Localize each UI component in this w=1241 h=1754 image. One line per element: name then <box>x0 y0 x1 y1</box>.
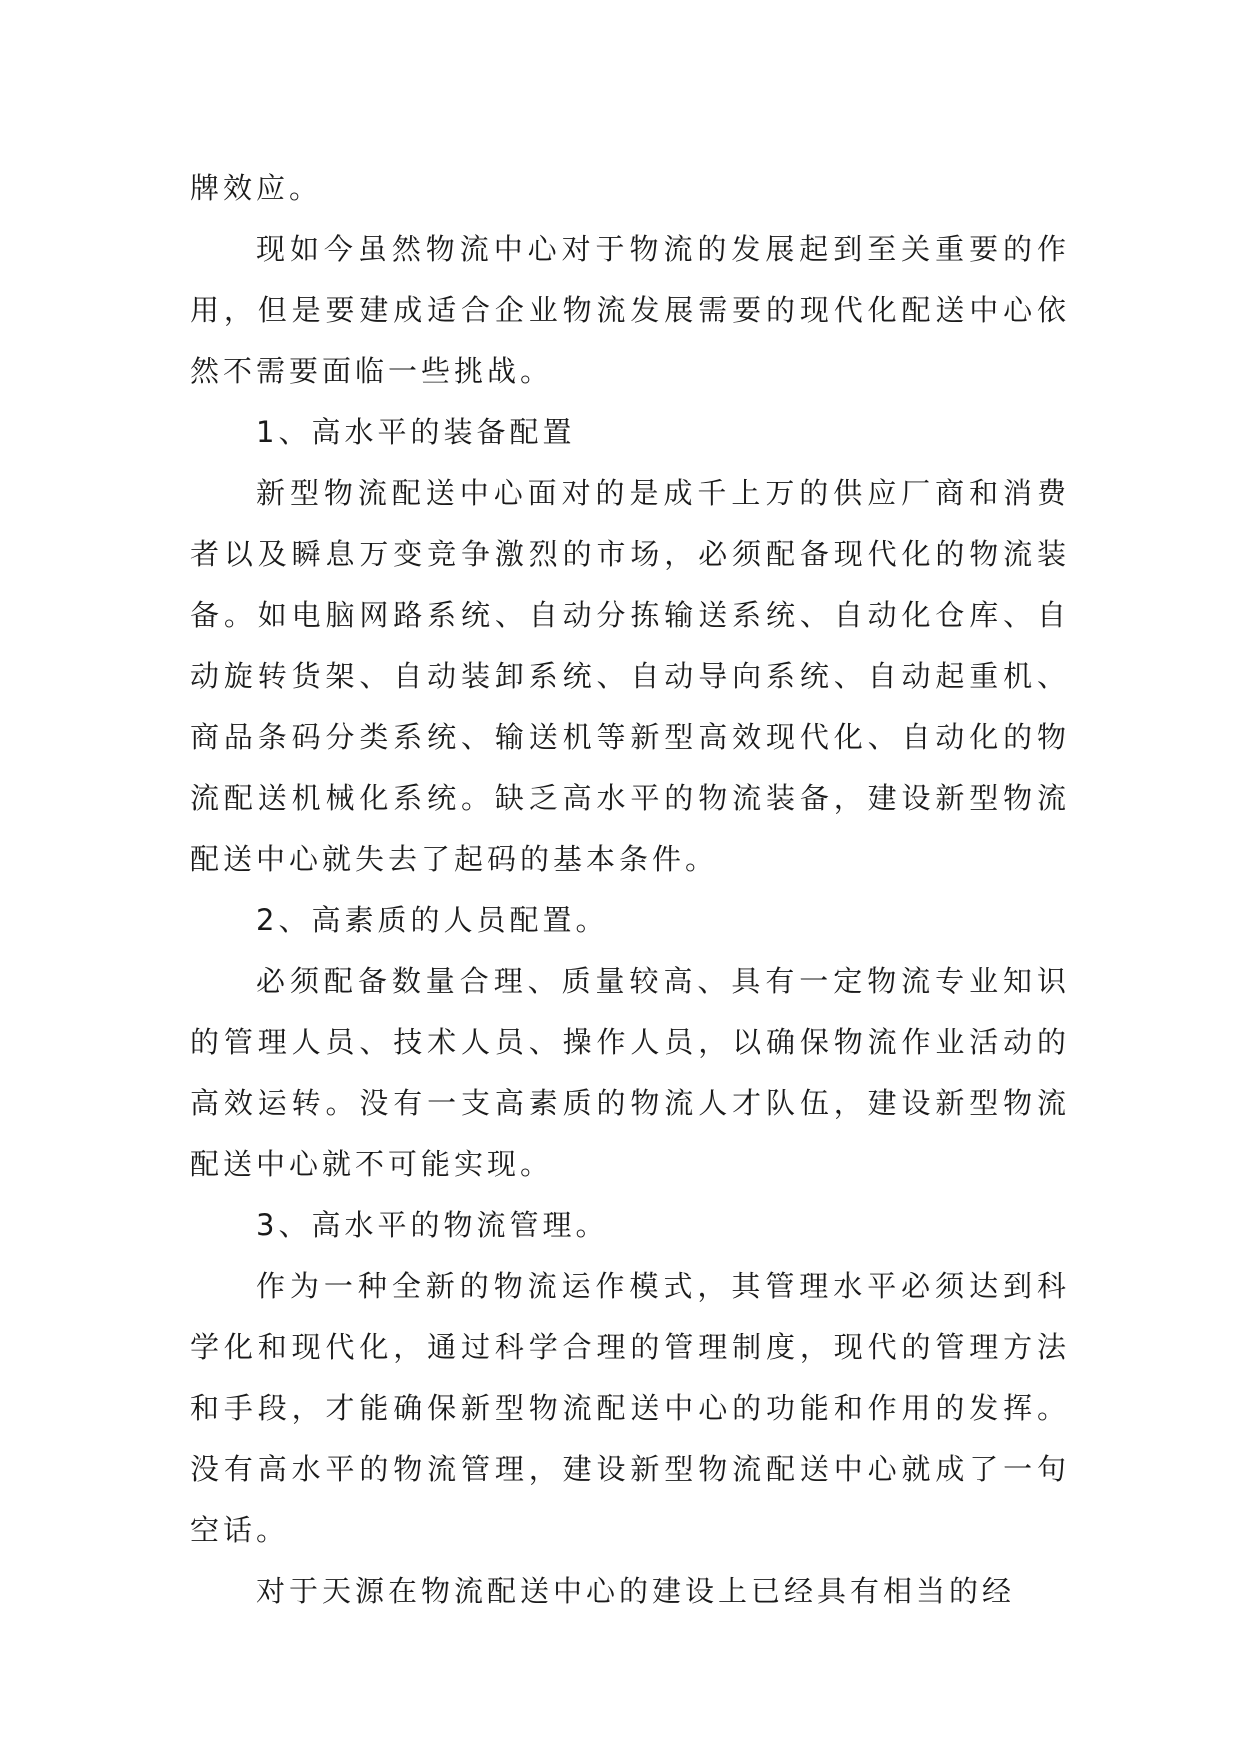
paragraph: 牌效应。 <box>190 171 323 205</box>
section-heading: 2、高素质的人员配置。 <box>256 903 609 937</box>
paragraph: 对于天源在物流配送中心的建设上已经具有相当的经 <box>256 1574 1016 1608</box>
section-heading: 1、高水平的装备配置 <box>256 415 576 449</box>
paragraph: 必须配备数量合理、质量较高、具有一定物流专业知识的管理人员、技术人员、操作人员，以确保物流作业活动的高效运转。没有一支高素质的物流人才队伍，建设新型物流配送中心就不可能实现。 <box>190 964 1070 1181</box>
paragraph: 现如今虽然物流中心对于物流的发展起到至关重要的作用，但是要建成适合企业物流发展需要的现代化配送中心依然不需要面临一些挑战。 <box>190 232 1070 388</box>
paragraph: 新型物流配送中心面对的是成千上万的供应厂商和消费者以及瞬息万变竞争激烈的市场，必须配备现代化的物流装备。如电脑网路系统、自动分拣输送系统、自动化仓库、自动旋转货架、自动装卸系统、自动导向系统、自动起重机、商品条码分类系统、输送机等新型高效现代化、自动化的物流配送机械化系统。缺乏高水平的物流装备，建设新型物流配送中心就失去了起码的基本条件。 <box>190 476 1070 876</box>
paragraph: 作为一种全新的物流运作模式，其管理水平必须达到科学化和现代化，通过科学合理的管理制度，现代的管理方法和手段，才能确保新型物流配送中心的功能和作用的发挥。没有高水平的物流管理，建设新型物流配送中心就成了一句空话。 <box>190 1269 1070 1547</box>
section-heading: 3、高水平的物流管理。 <box>256 1208 609 1242</box>
document-body <box>190 158 1070 1622</box>
